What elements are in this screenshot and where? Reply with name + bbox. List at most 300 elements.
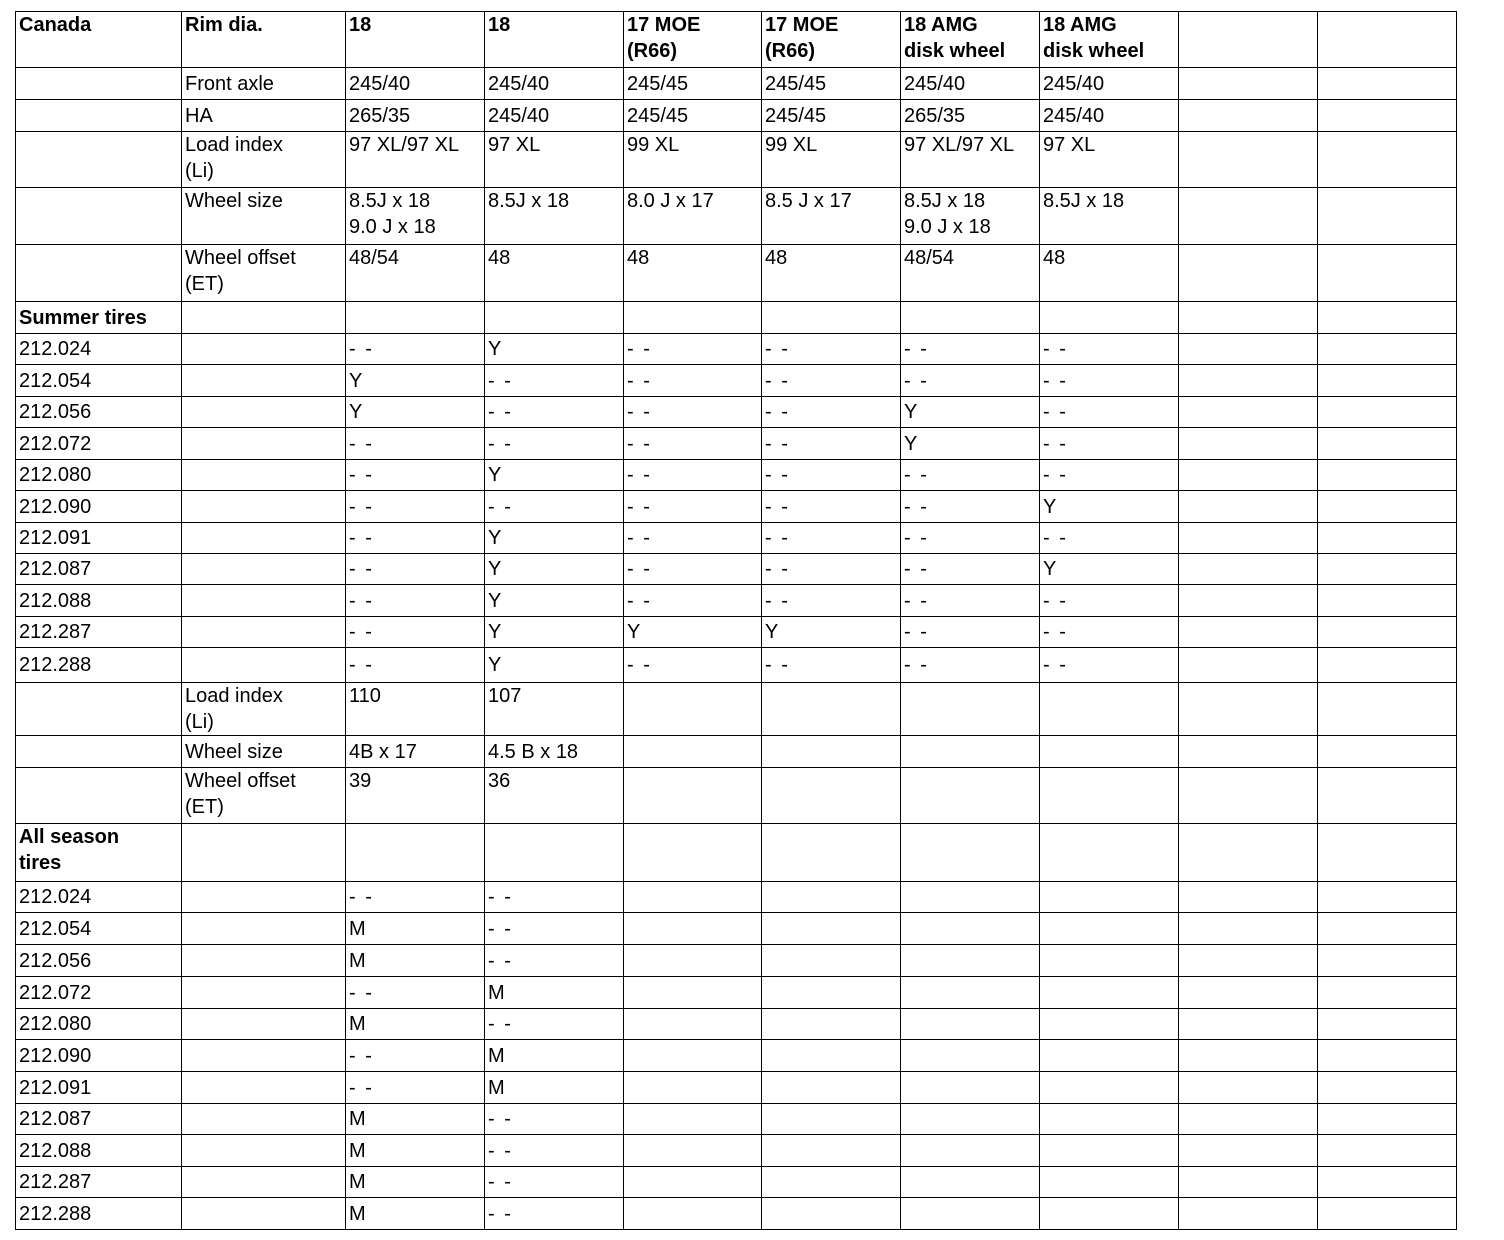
cell-17-moe-a <box>624 1198 762 1230</box>
cell-18-amg-b <box>1040 736 1179 768</box>
section-row <box>16 824 1457 882</box>
table-row <box>16 977 1457 1009</box>
cell-extra-a <box>1179 100 1318 132</box>
cell-18-b: M <box>485 977 624 1009</box>
cell-rim-dia: Wheel offset (ET) <box>182 768 346 824</box>
cell-18-b: 245/40 <box>485 100 624 132</box>
section-row <box>16 302 1457 334</box>
cell-18-a: - - <box>346 523 485 554</box>
cell-extra-b <box>1318 736 1457 768</box>
cell-extra-a <box>1179 683 1318 736</box>
cell-17-moe-b: - - <box>762 523 901 554</box>
cell-rim-dia <box>182 1104 346 1135</box>
cell-rim-dia <box>182 302 346 334</box>
table-row <box>16 428 1457 460</box>
cell-17-moe-b <box>762 882 901 913</box>
table-row <box>16 1198 1457 1230</box>
cell-18-amg-b <box>1040 824 1179 882</box>
cell-18-a: 110 <box>346 683 485 736</box>
table-row <box>16 648 1457 683</box>
cell-18-amg-b <box>1040 1009 1179 1040</box>
cell-18-b: Y <box>485 554 624 585</box>
cell-17-moe-a: Y <box>624 617 762 648</box>
cell-17-moe-b <box>762 1009 901 1040</box>
cell-extra-b <box>1318 491 1457 523</box>
cell-extra-a <box>1179 736 1318 768</box>
cell-canada: Summer tires <box>16 302 182 334</box>
cell-18-a: - - <box>346 617 485 648</box>
cell-18-amg-a <box>901 1135 1040 1167</box>
cell-canada: 212.287 <box>16 1167 182 1198</box>
cell-17-moe-a <box>624 302 762 334</box>
cell-17-moe-a: - - <box>624 585 762 617</box>
cell-canada: 212.054 <box>16 913 182 945</box>
cell-extra-b <box>1318 1104 1457 1135</box>
table-row <box>16 554 1457 585</box>
cell-17-moe-b: - - <box>762 585 901 617</box>
cell-18-amg-b: - - <box>1040 585 1179 617</box>
cell-18-amg-a: 48/54 <box>901 245 1040 302</box>
cell-17-moe-a <box>624 1009 762 1040</box>
cell-extra-a <box>1179 397 1318 428</box>
header-cell-canada: Canada <box>16 12 182 68</box>
cell-canada: 212.090 <box>16 1040 182 1072</box>
cell-18-a <box>346 824 485 882</box>
cell-17-moe-a <box>624 977 762 1009</box>
cell-18-amg-b: 245/40 <box>1040 100 1179 132</box>
header-cell-extra-b <box>1318 12 1457 68</box>
cell-18-a: 265/35 <box>346 100 485 132</box>
cell-extra-a <box>1179 977 1318 1009</box>
cell-17-moe-a <box>624 913 762 945</box>
cell-extra-b <box>1318 1009 1457 1040</box>
cell-18-amg-a <box>901 977 1040 1009</box>
cell-18-b: - - <box>485 397 624 428</box>
table-row <box>16 617 1457 648</box>
cell-18-amg-a: Y <box>901 428 1040 460</box>
cell-17-moe-a: 245/45 <box>624 68 762 100</box>
cell-rim-dia <box>182 1040 346 1072</box>
cell-17-moe-b <box>762 1167 901 1198</box>
cell-18-amg-b <box>1040 683 1179 736</box>
cell-18-b: Y <box>485 460 624 491</box>
cell-rim-dia <box>182 523 346 554</box>
cell-canada: 212.088 <box>16 585 182 617</box>
cell-18-amg-b: - - <box>1040 523 1179 554</box>
cell-17-moe-a <box>624 1167 762 1198</box>
header-cell-18-a: 18 <box>346 12 485 68</box>
cell-18-b <box>485 302 624 334</box>
cell-18-amg-b <box>1040 977 1179 1009</box>
table-row <box>16 100 1457 132</box>
cell-canada: 212.024 <box>16 882 182 913</box>
cell-18-amg-b: - - <box>1040 460 1179 491</box>
cell-18-amg-b: - - <box>1040 617 1179 648</box>
header-cell-17-moe-a: 17 MOE (R66) <box>624 12 762 68</box>
cell-extra-b <box>1318 523 1457 554</box>
cell-18-a: M <box>346 945 485 977</box>
cell-18-b: - - <box>485 1009 624 1040</box>
cell-rim-dia <box>182 1198 346 1230</box>
cell-extra-b <box>1318 617 1457 648</box>
cell-rim-dia <box>182 648 346 683</box>
cell-18-amg-a <box>901 945 1040 977</box>
cell-18-amg-b: - - <box>1040 648 1179 683</box>
cell-canada <box>16 683 182 736</box>
cell-rim-dia <box>182 945 346 977</box>
table-row <box>16 683 1457 736</box>
cell-extra-a <box>1179 302 1318 334</box>
cell-canada: 212.088 <box>16 1135 182 1167</box>
cell-extra-a <box>1179 132 1318 188</box>
cell-canada: 212.287 <box>16 617 182 648</box>
cell-17-moe-a <box>624 768 762 824</box>
cell-18-amg-b: Y <box>1040 491 1179 523</box>
cell-canada <box>16 132 182 188</box>
cell-18-amg-a: 97 XL/97 XL <box>901 132 1040 188</box>
cell-extra-b <box>1318 428 1457 460</box>
table-row <box>16 68 1457 100</box>
cell-18-a: 4B x 17 <box>346 736 485 768</box>
cell-canada: 212.072 <box>16 977 182 1009</box>
table-row <box>16 1135 1457 1167</box>
cell-17-moe-a: 8.0 J x 17 <box>624 188 762 245</box>
cell-rim-dia <box>182 1135 346 1167</box>
cell-extra-b <box>1318 882 1457 913</box>
cell-rim-dia <box>182 1009 346 1040</box>
cell-18-b: 48 <box>485 245 624 302</box>
cell-extra-a <box>1179 1167 1318 1198</box>
cell-17-moe-a <box>624 945 762 977</box>
cell-17-moe-a: - - <box>624 428 762 460</box>
cell-extra-b <box>1318 683 1457 736</box>
cell-17-moe-b <box>762 768 901 824</box>
cell-rim-dia <box>182 1167 346 1198</box>
cell-18-amg-b <box>1040 1198 1179 1230</box>
cell-18-amg-a: - - <box>901 491 1040 523</box>
cell-17-moe-b <box>762 1198 901 1230</box>
cell-17-moe-b: Y <box>762 617 901 648</box>
cell-extra-a <box>1179 554 1318 585</box>
header-cell-18-amg-a: 18 AMG disk wheel <box>901 12 1040 68</box>
cell-extra-a <box>1179 945 1318 977</box>
cell-18-amg-a <box>901 1072 1040 1104</box>
cell-extra-b <box>1318 302 1457 334</box>
cell-extra-a <box>1179 68 1318 100</box>
cell-rim-dia <box>182 334 346 365</box>
table-row <box>16 1072 1457 1104</box>
header-cell-18-amg-b: 18 AMG disk wheel <box>1040 12 1179 68</box>
cell-18-amg-b: Y <box>1040 554 1179 585</box>
cell-17-moe-a: - - <box>624 491 762 523</box>
cell-extra-a <box>1179 1040 1318 1072</box>
cell-18-a: - - <box>346 554 485 585</box>
cell-18-amg-b: 48 <box>1040 245 1179 302</box>
cell-18-amg-a: - - <box>901 365 1040 397</box>
cell-rim-dia <box>182 554 346 585</box>
cell-17-moe-b <box>762 302 901 334</box>
cell-extra-a <box>1179 365 1318 397</box>
cell-17-moe-a: 245/45 <box>624 100 762 132</box>
cell-17-moe-a <box>624 683 762 736</box>
cell-18-b: Y <box>485 334 624 365</box>
cell-18-b: - - <box>485 1167 624 1198</box>
cell-17-moe-b <box>762 913 901 945</box>
cell-17-moe-b: 245/45 <box>762 68 901 100</box>
cell-rim-dia <box>182 460 346 491</box>
cell-17-moe-b: - - <box>762 397 901 428</box>
cell-18-a: M <box>346 1135 485 1167</box>
cell-extra-a <box>1179 1135 1318 1167</box>
cell-extra-a <box>1179 334 1318 365</box>
cell-18-amg-a <box>901 302 1040 334</box>
cell-18-amg-a <box>901 824 1040 882</box>
cell-17-moe-b <box>762 824 901 882</box>
cell-rim-dia: Load index (Li) <box>182 683 346 736</box>
cell-18-amg-a <box>901 1104 1040 1135</box>
cell-extra-b <box>1318 1135 1457 1167</box>
cell-extra-a <box>1179 460 1318 491</box>
cell-rim-dia <box>182 977 346 1009</box>
cell-17-moe-b: - - <box>762 460 901 491</box>
header-cell-rim-dia: Rim dia. <box>182 12 346 68</box>
cell-18-a: Y <box>346 397 485 428</box>
table-row <box>16 460 1457 491</box>
cell-18-amg-b: - - <box>1040 365 1179 397</box>
cell-18-a: - - <box>346 882 485 913</box>
cell-extra-b <box>1318 648 1457 683</box>
cell-17-moe-a: - - <box>624 648 762 683</box>
cell-18-b: 97 XL <box>485 132 624 188</box>
cell-17-moe-a: - - <box>624 460 762 491</box>
cell-extra-a <box>1179 245 1318 302</box>
cell-extra-b <box>1318 1198 1457 1230</box>
cell-extra-b <box>1318 585 1457 617</box>
cell-canada: 212.087 <box>16 554 182 585</box>
cell-18-a: - - <box>346 334 485 365</box>
cell-extra-a <box>1179 913 1318 945</box>
cell-17-moe-b: - - <box>762 491 901 523</box>
cell-18-amg-a <box>901 1040 1040 1072</box>
cell-18-amg-a: - - <box>901 648 1040 683</box>
cell-extra-a <box>1179 188 1318 245</box>
cell-18-b: - - <box>485 1104 624 1135</box>
cell-18-b: - - <box>485 365 624 397</box>
cell-canada <box>16 68 182 100</box>
cell-17-moe-b: 48 <box>762 245 901 302</box>
cell-18-amg-b <box>1040 768 1179 824</box>
cell-17-moe-a: - - <box>624 334 762 365</box>
cell-18-a: M <box>346 1198 485 1230</box>
cell-18-amg-a: 265/35 <box>901 100 1040 132</box>
cell-extra-b <box>1318 824 1457 882</box>
cell-18-amg-b <box>1040 1135 1179 1167</box>
cell-18-b: - - <box>485 428 624 460</box>
cell-18-amg-b <box>1040 1104 1179 1135</box>
cell-canada <box>16 736 182 768</box>
cell-18-a: - - <box>346 1072 485 1104</box>
cell-18-b: - - <box>485 945 624 977</box>
cell-rim-dia: Wheel size <box>182 736 346 768</box>
cell-18-b: - - <box>485 882 624 913</box>
cell-17-moe-b <box>762 977 901 1009</box>
cell-17-moe-a <box>624 1104 762 1135</box>
cell-extra-a <box>1179 428 1318 460</box>
cell-extra-b <box>1318 397 1457 428</box>
cell-18-amg-a <box>901 1167 1040 1198</box>
cell-rim-dia <box>182 1072 346 1104</box>
table-row <box>16 365 1457 397</box>
cell-canada: 212.087 <box>16 1104 182 1135</box>
cell-17-moe-a: - - <box>624 523 762 554</box>
cell-18-amg-b <box>1040 1072 1179 1104</box>
cell-17-moe-b <box>762 1135 901 1167</box>
cell-extra-a <box>1179 824 1318 882</box>
cell-18-b: 8.5J x 18 <box>485 188 624 245</box>
cell-extra-a <box>1179 585 1318 617</box>
cell-canada: 212.080 <box>16 1009 182 1040</box>
cell-extra-b <box>1318 460 1457 491</box>
header-row <box>16 12 1457 68</box>
table-row <box>16 397 1457 428</box>
table-row <box>16 188 1457 245</box>
cell-extra-b <box>1318 1040 1457 1072</box>
cell-rim-dia: Wheel offset (ET) <box>182 245 346 302</box>
cell-rim-dia <box>182 617 346 648</box>
cell-extra-b <box>1318 365 1457 397</box>
cell-17-moe-b: - - <box>762 334 901 365</box>
cell-rim-dia <box>182 585 346 617</box>
cell-rim-dia: Wheel size <box>182 188 346 245</box>
cell-18-a: 39 <box>346 768 485 824</box>
cell-17-moe-b <box>762 736 901 768</box>
cell-extra-a <box>1179 1009 1318 1040</box>
cell-rim-dia <box>182 491 346 523</box>
cell-extra-a <box>1179 1198 1318 1230</box>
table-row <box>16 334 1457 365</box>
cell-18-a: 245/40 <box>346 68 485 100</box>
table-row <box>16 585 1457 617</box>
cell-extra-a <box>1179 648 1318 683</box>
cell-18-b: Y <box>485 523 624 554</box>
cell-18-b: 4.5 B x 18 <box>485 736 624 768</box>
cell-extra-b <box>1318 132 1457 188</box>
cell-extra-b <box>1318 188 1457 245</box>
cell-extra-a <box>1179 523 1318 554</box>
table-row <box>16 132 1457 188</box>
table-row <box>16 1104 1457 1135</box>
cell-18-b: - - <box>485 913 624 945</box>
cell-17-moe-b <box>762 683 901 736</box>
cell-18-b: M <box>485 1040 624 1072</box>
cell-18-a: - - <box>346 1040 485 1072</box>
cell-18-amg-b <box>1040 302 1179 334</box>
cell-18-a: 8.5J x 18 9.0 J x 18 <box>346 188 485 245</box>
cell-18-amg-a <box>901 913 1040 945</box>
cell-17-moe-a <box>624 1135 762 1167</box>
cell-extra-b <box>1318 945 1457 977</box>
cell-canada: All season tires <box>16 824 182 882</box>
cell-18-b: Y <box>485 585 624 617</box>
cell-18-amg-a: 8.5J x 18 9.0 J x 18 <box>901 188 1040 245</box>
cell-extra-a <box>1179 882 1318 913</box>
cell-rim-dia <box>182 365 346 397</box>
cell-extra-a <box>1179 768 1318 824</box>
cell-18-amg-a: Y <box>901 397 1040 428</box>
cell-18-amg-a <box>901 1198 1040 1230</box>
cell-18-a: - - <box>346 585 485 617</box>
cell-18-amg-a: - - <box>901 334 1040 365</box>
cell-18-amg-a: 245/40 <box>901 68 1040 100</box>
cell-extra-a <box>1179 491 1318 523</box>
cell-rim-dia: HA <box>182 100 346 132</box>
cell-18-b <box>485 824 624 882</box>
cell-18-b: M <box>485 1072 624 1104</box>
cell-canada <box>16 245 182 302</box>
cell-extra-b <box>1318 68 1457 100</box>
cell-canada: 212.054 <box>16 365 182 397</box>
cell-canada <box>16 188 182 245</box>
cell-18-a <box>346 302 485 334</box>
cell-18-amg-a: - - <box>901 460 1040 491</box>
cell-17-moe-a <box>624 824 762 882</box>
cell-18-a: - - <box>346 648 485 683</box>
table-row <box>16 523 1457 554</box>
cell-canada: 212.288 <box>16 1198 182 1230</box>
cell-rim-dia: Load index (Li) <box>182 132 346 188</box>
table-row <box>16 913 1457 945</box>
cell-18-b: Y <box>485 648 624 683</box>
cell-extra-b <box>1318 100 1457 132</box>
cell-extra-b <box>1318 245 1457 302</box>
cell-18-b: 36 <box>485 768 624 824</box>
cell-17-moe-b: 99 XL <box>762 132 901 188</box>
cell-rim-dia <box>182 428 346 460</box>
table-row <box>16 491 1457 523</box>
cell-17-moe-a <box>624 1072 762 1104</box>
cell-18-b: - - <box>485 1135 624 1167</box>
cell-rim-dia <box>182 397 346 428</box>
cell-18-a: - - <box>346 428 485 460</box>
cell-18-amg-a <box>901 736 1040 768</box>
cell-17-moe-b <box>762 1040 901 1072</box>
cell-extra-b <box>1318 1167 1457 1198</box>
cell-extra-b <box>1318 334 1457 365</box>
cell-18-amg-a <box>901 768 1040 824</box>
cell-rim-dia <box>182 913 346 945</box>
cell-17-moe-a: - - <box>624 365 762 397</box>
cell-extra-a <box>1179 617 1318 648</box>
cell-canada: 212.091 <box>16 523 182 554</box>
cell-18-amg-a: - - <box>901 585 1040 617</box>
cell-18-amg-a <box>901 683 1040 736</box>
cell-17-moe-a: - - <box>624 554 762 585</box>
cell-18-a: M <box>346 1167 485 1198</box>
cell-rim-dia <box>182 882 346 913</box>
cell-extra-b <box>1318 1072 1457 1104</box>
cell-18-a: M <box>346 1104 485 1135</box>
cell-18-amg-a: - - <box>901 617 1040 648</box>
cell-18-b: - - <box>485 491 624 523</box>
cell-canada: 212.072 <box>16 428 182 460</box>
cell-canada: 212.288 <box>16 648 182 683</box>
cell-17-moe-b <box>762 1072 901 1104</box>
cell-17-moe-a <box>624 882 762 913</box>
cell-18-amg-b: - - <box>1040 397 1179 428</box>
cell-18-a: Y <box>346 365 485 397</box>
table-row <box>16 245 1457 302</box>
table-row <box>16 1167 1457 1198</box>
